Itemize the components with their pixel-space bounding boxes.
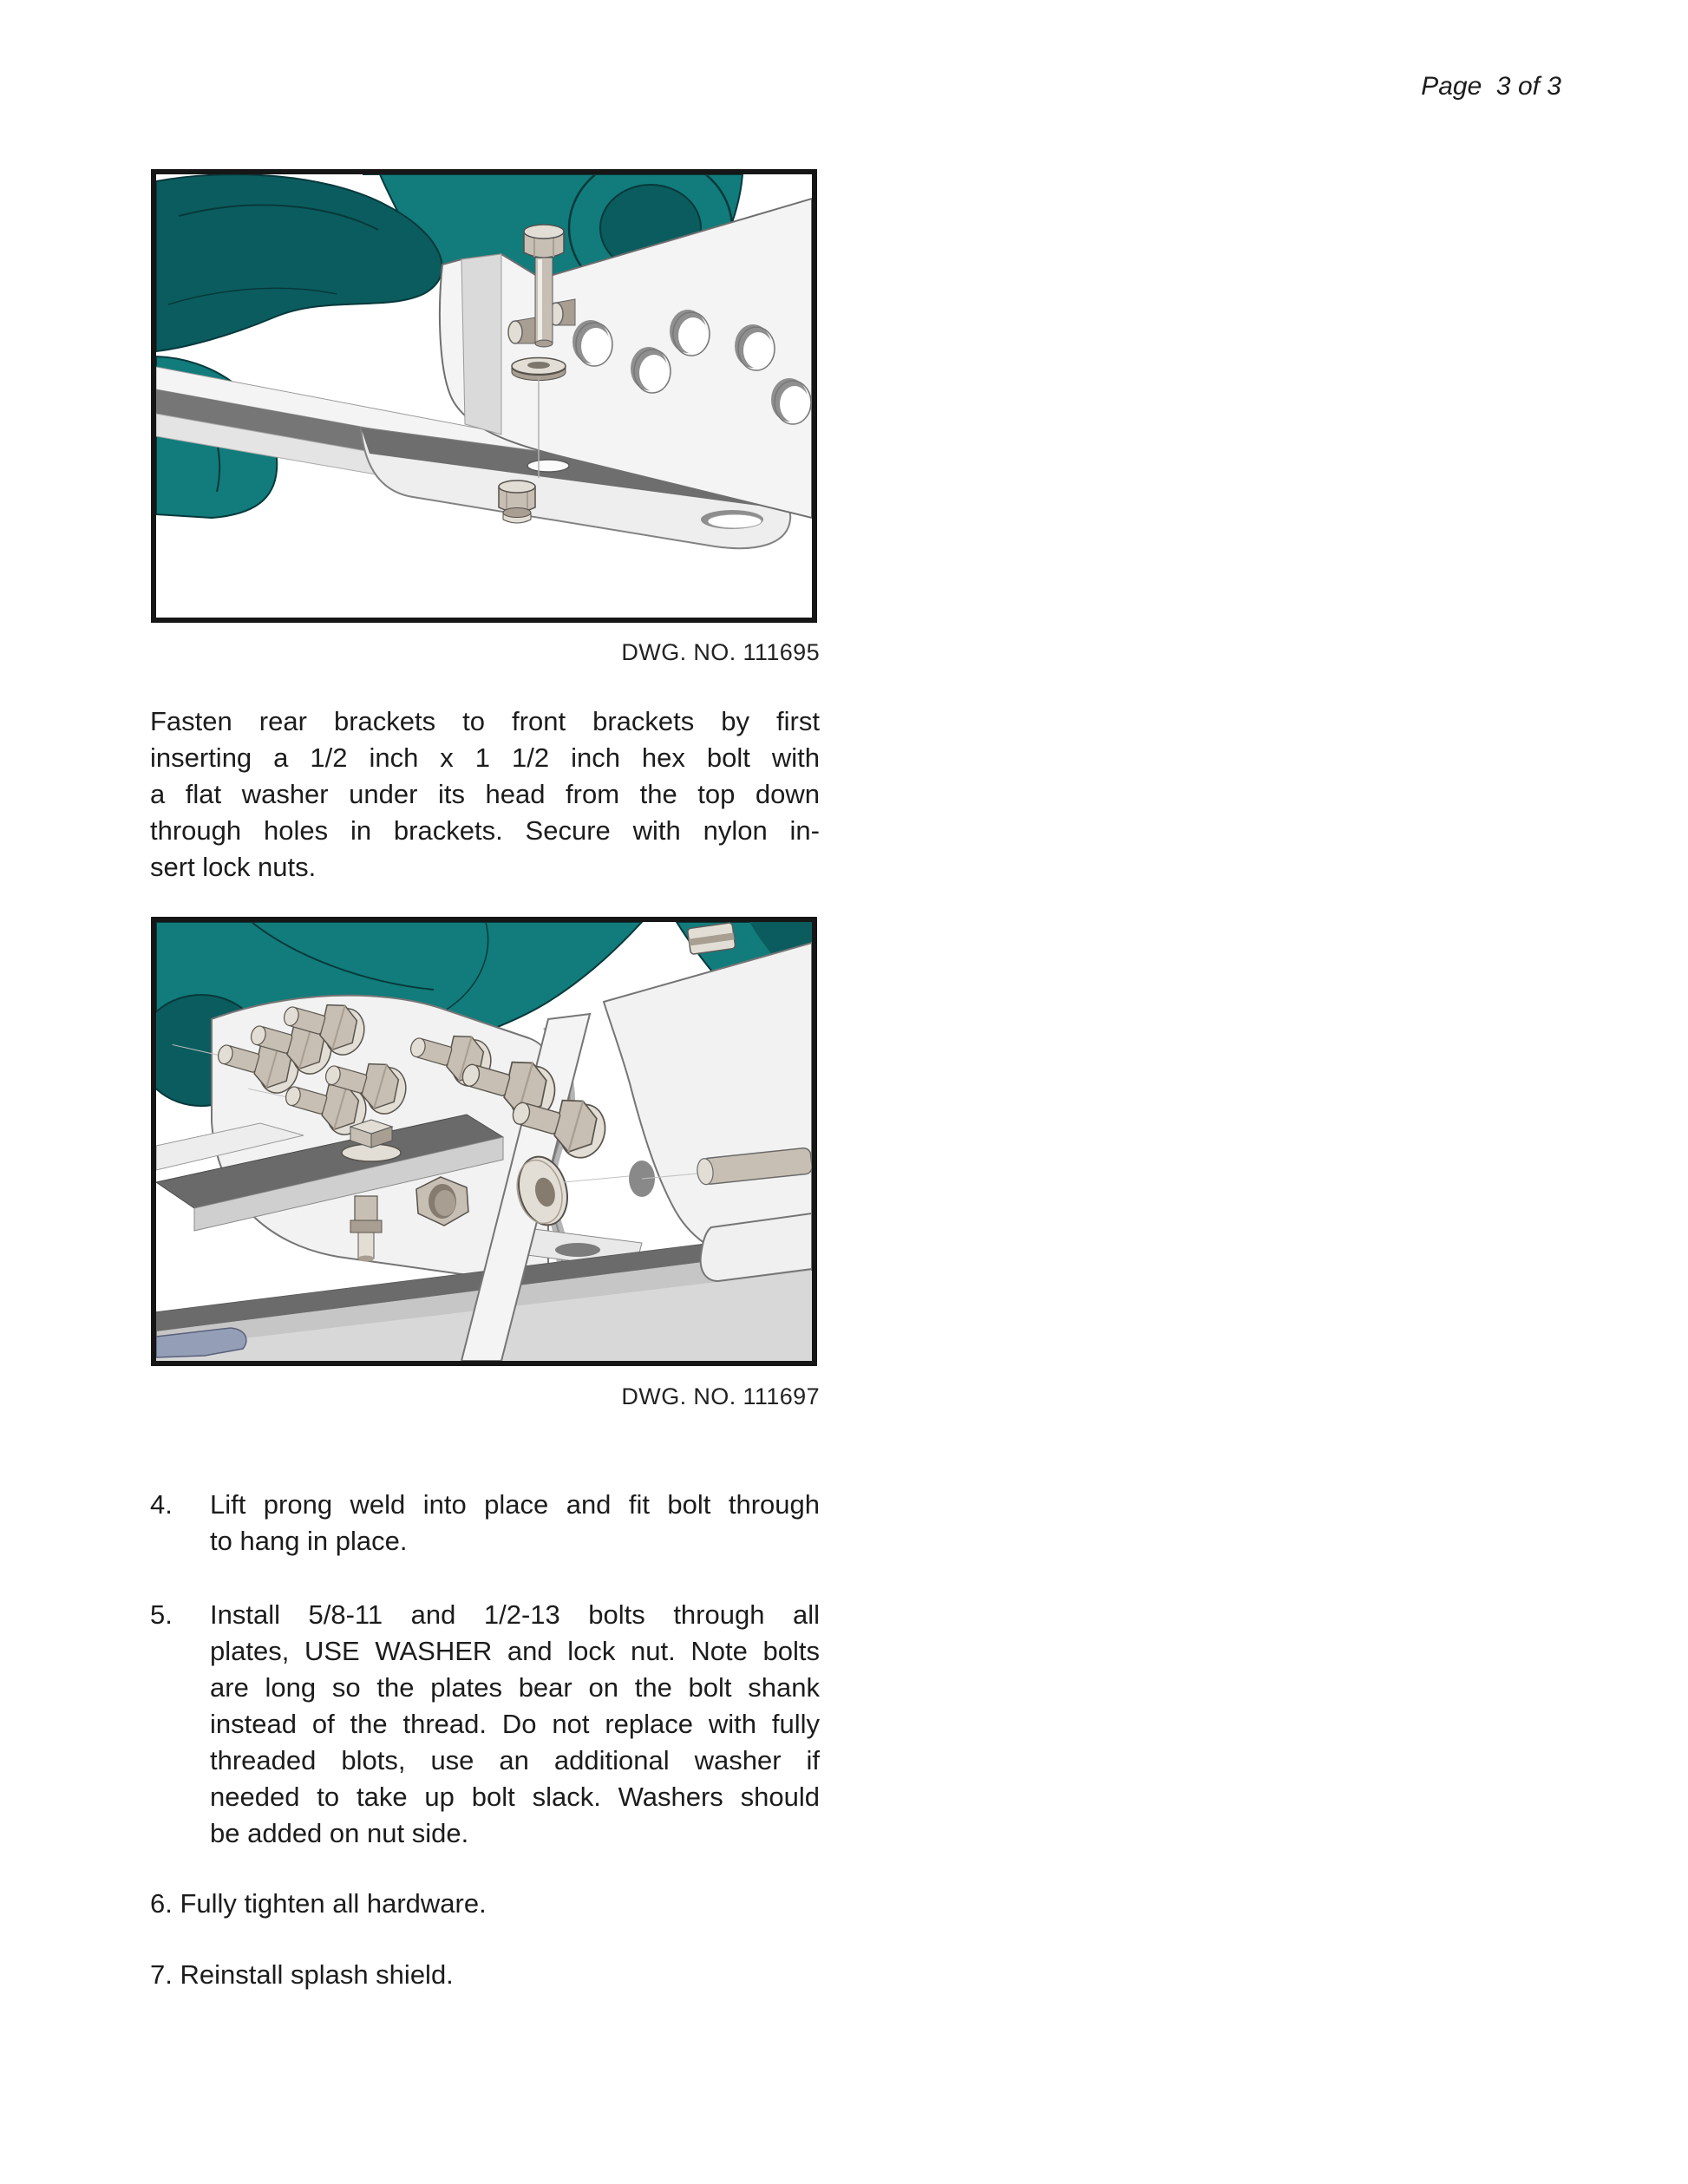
- paragraph-line: inserting a 1/2 inch x 1 1/2 inch hex bolt with: [150, 742, 820, 773]
- bolt-cluster-drawing: [156, 922, 812, 1361]
- figure-dwg-111697: [151, 917, 817, 1366]
- step-7: 7. Reinstall splash shield.: [150, 1959, 454, 1990]
- paragraph-line: through holes in brackets. Secure with nylon in-: [150, 815, 820, 846]
- page-number-header: Page 3 of 3: [1421, 72, 1561, 101]
- step-number: 4.: [150, 1489, 173, 1520]
- step-line: instead of the thread. Do not replace with fully: [210, 1709, 820, 1739]
- step-line: Install 5/8-11 and 1/2-13 bolts through all: [210, 1599, 820, 1630]
- paragraph-line: Fasten rear brackets to front brackets by first: [150, 706, 820, 736]
- paragraph-line: a flat washer under its head from the top down: [150, 779, 820, 809]
- paragraph-line: sert lock nuts.: [150, 852, 317, 882]
- step-line: are long so the plates bear on the bolt shank: [210, 1672, 820, 1703]
- step-line: Lift prong weld into place and fit bolt through: [210, 1489, 820, 1520]
- step-line: plates, USE WASHER and lock nut. Note bolts: [210, 1636, 820, 1666]
- exploded-bolt-drawing: [156, 174, 812, 618]
- figure1-caption: DWG. NO. 111695: [621, 639, 820, 665]
- step-line: needed to take up bolt slack. Washers should: [210, 1782, 820, 1812]
- figure2-caption: DWG. NO. 111697: [621, 1383, 820, 1409]
- step-5: [150, 1597, 820, 1852]
- step-text: [210, 1487, 820, 1560]
- step-text: [210, 1597, 820, 1852]
- body-paragraph: [150, 703, 820, 886]
- metal-clip: [687, 923, 736, 955]
- step-line: to hang in place.: [210, 1526, 408, 1556]
- step-6: 6. Fully tighten all hardware.: [150, 1888, 487, 1919]
- step-line: threaded blots, use an additional washer if: [210, 1745, 820, 1775]
- step-line: be added on nut side.: [210, 1818, 469, 1848]
- foot-slot: [555, 1243, 600, 1257]
- step-4: [150, 1487, 820, 1560]
- figure-dwg-111695: [151, 169, 817, 623]
- step-number: 5.: [150, 1599, 173, 1630]
